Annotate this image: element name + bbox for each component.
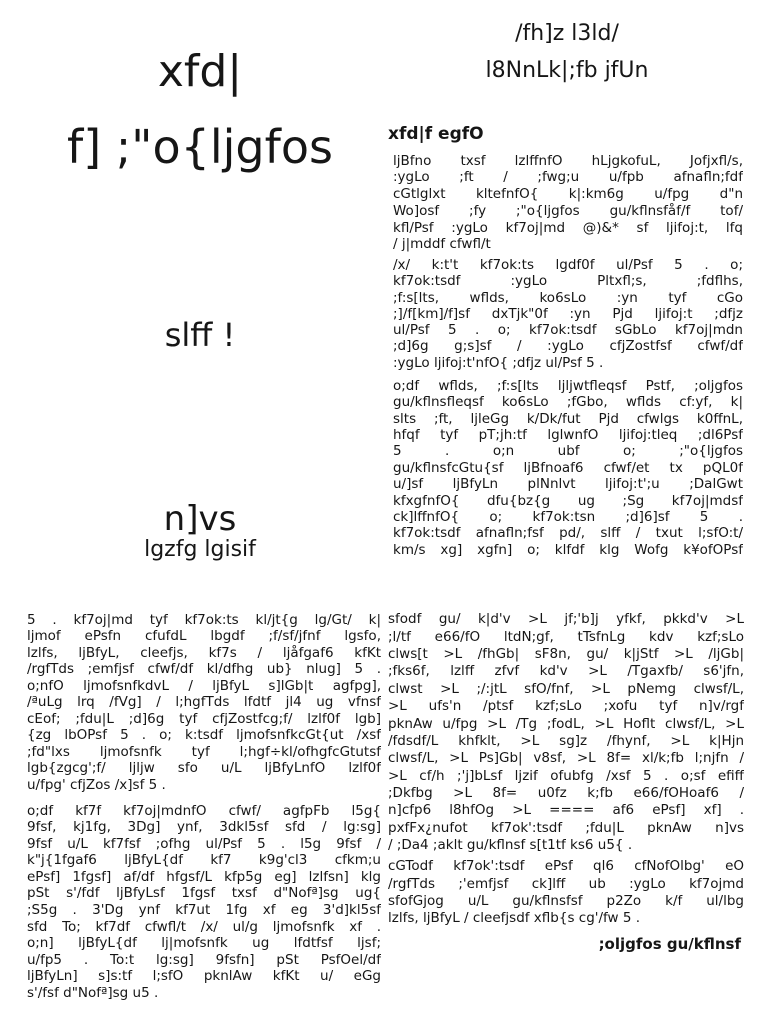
book-title-line-1: xfd|	[157, 46, 243, 97]
text-line: ;fd"lxs ljmofsnfk tyf l;hgf÷kl/ofhgfcGtutsf	[27, 743, 381, 760]
text-line: lzlfs, ljBfyL / cleefjsdf xflb{s cg'/fw 5 .	[388, 910, 641, 927]
text-line: o;nfO ljmofsnfkdvL / ljBfyL s]lGb|t agfpg],	[27, 677, 381, 694]
text-line: cGtlglxt kltefnfO{ k|:km6g u/fpg d"n	[393, 186, 743, 203]
text-line: {zg lbOPsf 5 . o; k:tsdf ljmofsnfkcGt{ut /xsf	[27, 727, 381, 744]
text-line: sfofGjog u/L gu/kflnsfsf p2Zo k/f ul/lbg	[388, 892, 744, 909]
text-line: ;f:s[lts, wflds, ko6sLo :yn tyf cGo	[393, 289, 743, 306]
text-line: o;df wflds, ;f:s[lts ljljwtfleqsf Pstf, ;oljgfos	[393, 377, 743, 394]
text-line: 5 . kf7oj|md tyf kf7ok:ts kl/jt{g lg/Gt/ k|	[27, 611, 381, 628]
author-heading: n]vs	[163, 499, 237, 539]
text-line: kf7ok:tsdf :ygLo Pltxfl;s, ;fdflhs,	[393, 273, 743, 290]
text-line: :ygLo ljifoj:t'nfO{ ;dfjz ul/Psf 5 .	[393, 354, 604, 371]
text-line: 9fsf u/L kf7fsf ;ofhg ul/Psf 5 . l5g 9fsf /	[27, 835, 381, 852]
text-line: cGTodf kf7ok':tsdf ePsf ql6 cfNofOlbg' eO	[388, 858, 744, 875]
text-line: k"j{1fgaf6 ljBfyL{df kf7 k9g'cl3 cfkm;u	[27, 852, 381, 869]
signature: ;oljgfos gu/kflnsf	[598, 935, 741, 953]
text-line: ljBfyLn] s]s:tf l;sfO pknlAw kfKt u/ eGg	[27, 968, 381, 985]
text-line: gu/kflnsfleqsf ko6sLo ;fGbo, wflds cf:yf, k|	[393, 394, 743, 411]
text-line: kfxgfnfO{ dfu{bz{g ug ;Sg kf7oj|mdsf	[393, 492, 743, 509]
text-line: u/fpg' cfjZos /x]sf 5 .	[27, 776, 166, 793]
text-line: / j|mddf cfwfl/t	[393, 236, 491, 253]
text-line: /x/ k:t't kf7ok:ts lgdf0f ul/Psf 5 . o;	[393, 257, 743, 273]
text-line: ;Dkfbg >L 8f= u0fz k;fb e66/fOHoaf6 /	[388, 785, 744, 802]
foreword-heading: xfd|f egfO	[388, 124, 484, 144]
text-line: kfl/Psf :ygLo kf7oj|md @)&* sf ljifoj:t, lfq	[393, 219, 743, 236]
right-column-paragraph-2	[388, 858, 744, 927]
text-line: >L ufs'n /ptsf kzf;sLo ;xofu tyf n]v/rgf	[388, 698, 744, 715]
text-line: ;fks6f, lzlff zfvf kd'v >L /Tgaxfb/ s6'jfn,	[388, 663, 744, 680]
text-line: cEof; ;fdu|L ;d]6g tyf cfjZostfcg;f/ lzlf0f lgb]	[27, 710, 381, 727]
text-line: clws[t >L /fhGb| sF8n, gu/ k|jStf >L /ljGb|	[388, 646, 744, 663]
text-line: pxfFx¿nufot kf7ok':tsdf ;fdu|L pknAw n]vs	[388, 819, 744, 836]
text-line: ;d]6g g;s]sf / :ygLo cfjZostfsf cfwf/df	[393, 338, 743, 355]
foreword-paragraph-1a	[393, 153, 743, 254]
editor-name-1: /fh]z l3ld/	[515, 21, 619, 46]
text-line: /ªuLg lrq /fVg] / l;hgfTds lfdtf jl4 ug vfnsf	[27, 694, 381, 711]
text-line: ck]lffnfO{ o; kf7ok:tsn ;d]6]sf 5 .	[393, 508, 743, 525]
text-line: lzlfs, ljBfyL, cleefjs, kf7s / ljåfgaf6 kfKt	[27, 644, 381, 661]
left-column-paragraph-1	[27, 612, 381, 794]
text-line: hfqf tyf pT;jh:tf lglwnfO ljifoj:tleq ;dl6Psf	[393, 426, 743, 443]
foreword-paragraph-2	[393, 378, 743, 558]
text-line: :ygLo ;ft / ;fwg;u u/fpb afnafln;fdf	[393, 169, 743, 186]
text-line: kf7ok:tsdf afnafln;fsf pd/, slff / txut l;sfO:t/	[393, 525, 743, 542]
text-line: o;n] ljBfyL{df lj|mofsnfk ug lfdtfsf ljsf;	[27, 935, 381, 952]
text-line: sfodf gu/ k|d'v >L jf;'b]j yfkf, pkkd'v >L	[388, 611, 744, 628]
text-line: ;S5g . 3'Dg ynf kf7ut 1fg xf eg 3'd]kl5sf	[27, 901, 381, 918]
text-line: >L cf/h ;'j]bLsf ljzif ofubfg /xsf 5 . o;sf efiff	[388, 767, 744, 784]
text-line: /rgfTds ;emfjsf cfwf/df kl/dfhg ub} nlug] 5 .	[27, 661, 381, 678]
editor-name-2: l8NnLk|;fb jfUn	[485, 58, 649, 83]
text-line: pknAw u/fpg >L /Tg ;fodL, >L Hoflt clwsf/L, >L	[388, 715, 744, 732]
text-line: s'/fsf d"Nofª]sg u5 .	[27, 984, 159, 1001]
text-line: 5 . o;n ubf o; ;"o{ljgfos	[393, 443, 743, 460]
text-line: Wo]osf ;fy ;"o{ljgfos gu/kflnsfåf/f tof/	[393, 202, 743, 219]
text-line: ljmof ePsfn cfufdL lbgdf ;f/sf/jfnf lgsfo,	[27, 628, 381, 645]
text-line: ;l/tf e66/fO ltdN;gf, tTsfnLg kdv kzf;sLo	[388, 628, 744, 645]
text-line: u/]sf ljBfyLn plNnlvt ljifoj:t';u ;DalGwt	[393, 476, 743, 493]
text-line: clwsf/L, >L Ps]Gb| v8sf, >L 8f= xl/k;fb l;njfn /	[388, 750, 744, 767]
text-line: gu/kflnsfcGtu{sf ljBfnoaf6 cfwf/et tx pQL0f	[393, 459, 743, 476]
text-line: pSt s'/fdf ljBfyLsf 1fgsf txsf d"Nofª]sg ug{	[27, 885, 381, 902]
grade-label: slff !	[164, 316, 236, 354]
author-name: lgzfg lgisif	[144, 537, 256, 562]
text-line: km/s xg] xgfn] o; klfdf klg Wofg k¥ofOPsf	[393, 541, 743, 558]
text-line: /rgfTds ;'emfjsf ck]lff ub :ygLo kf7ojmd	[388, 875, 744, 892]
text-line: slts ;ft, ljleGg k/Dk/fut Pjd cfwlgs k0ffnL,	[393, 410, 743, 427]
text-line: n]cfp6 l8hfOg >L ==== af6 ePsf] xf] .	[388, 802, 744, 819]
text-line: ul/Psf 5 . o; kf7ok:tsdf sGbLo kf7oj|mdn	[393, 322, 743, 339]
text-line: o;df kf7f kf7oj|mdnfO cfwf/ agfpFb l5g{	[27, 802, 381, 819]
text-line: ljBfno txsf lzlffnfO hLjgkofuL, Jofjxfl/s,	[393, 152, 743, 169]
text-line: /fdsdf/L khfklt, >L sg]z /fhynf, >L k|Hjn	[388, 732, 744, 749]
text-line: clwst >L ;/:jtL sfO/fnf, >L pNemg clwsf/L,	[388, 680, 744, 697]
text-line: sfd To; kf7df cfwfl/t /x/ ul/g ljmofsnfk xf .	[27, 918, 381, 935]
text-line: ;]/f[km]/f]sf dxTjk"0f :yn Pjd ljifoj:t ;dfjz	[393, 305, 743, 322]
right-column-paragraph-1	[388, 611, 744, 854]
text-line: 9fsf, kj1fg, 3Dg] ynf, 3dkl5sf sfd / lg:sg]	[27, 819, 381, 836]
text-line: u/fp5 . To:t lg:sg] 9fsfn] pSt PsfOel/df	[27, 951, 381, 968]
left-column-paragraph-2	[27, 803, 381, 1002]
text-line: lgb{zgcg';f/ ljljw sfo u/L ljBfyLnfO lzlf0f	[27, 760, 381, 777]
text-line: / ;Da4 ;aklt gu/kflnsf s[t1tf ks6 u5{ .	[388, 837, 633, 854]
foreword-paragraph-1b	[393, 257, 743, 371]
text-line: ePsf] 1fgsf] af/df hfgsf/L kfp5g eg] lzlfsn] klg	[27, 868, 381, 885]
book-title-line-2: f] ;"o{ljgfos	[67, 120, 333, 174]
